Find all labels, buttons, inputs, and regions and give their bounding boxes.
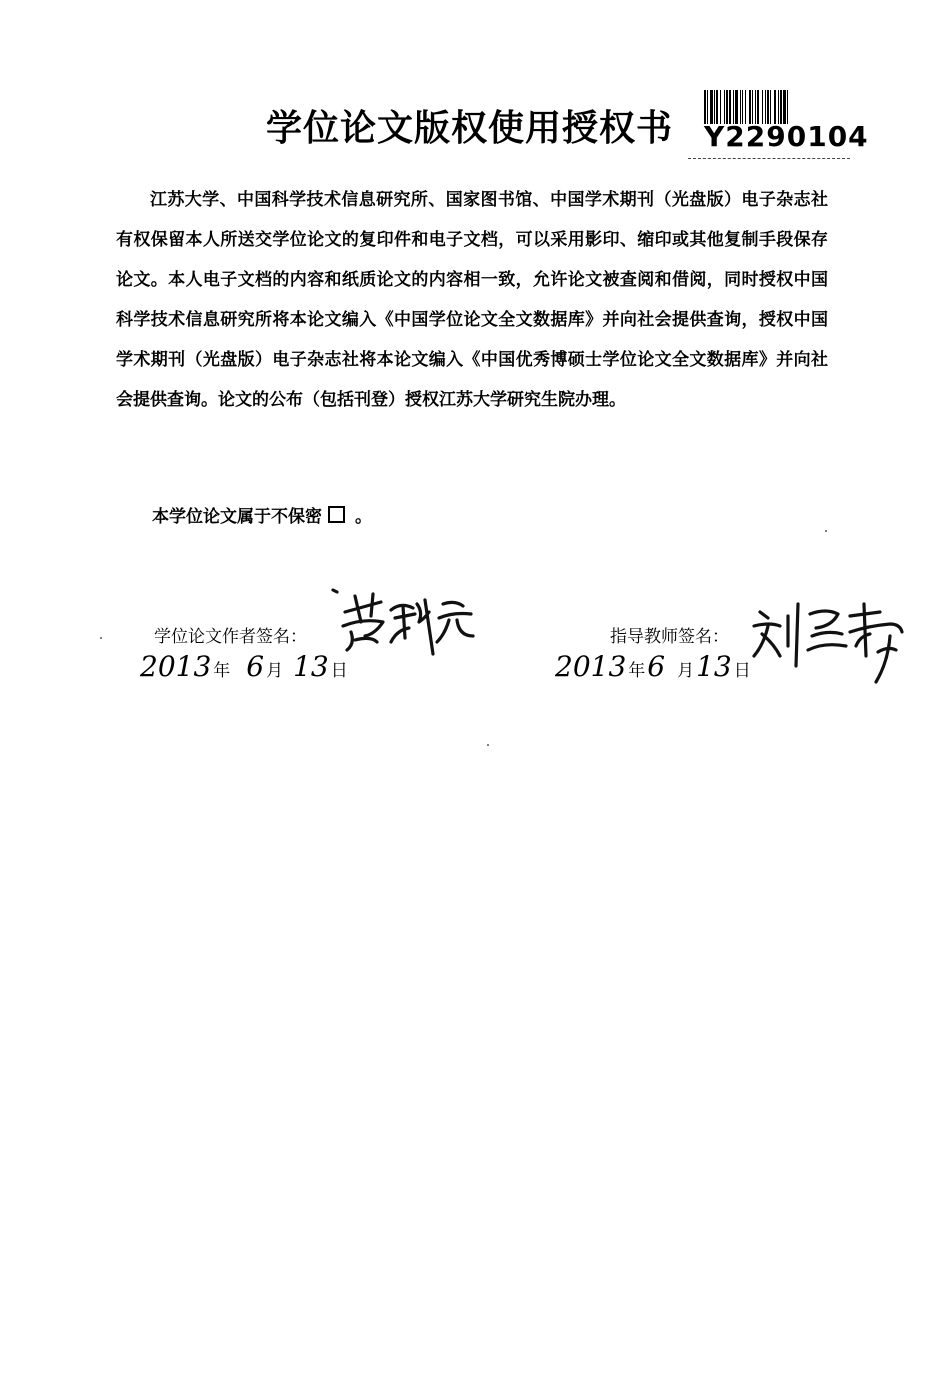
advisor-signature-date [555, 650, 753, 700]
barcode-bar [783, 90, 786, 124]
author-date-day: 13 [293, 650, 329, 683]
barcode-bar [770, 90, 771, 124]
barcode-underline [688, 158, 850, 159]
scan-speck [487, 744, 489, 746]
barcode-bar [742, 90, 743, 124]
authorization-paragraph: 江苏大学、中国科学技术信息研究所、国家图书馆、中国学术期刊（光盘版）电子杂志社有权保留本人所送交学位论文的复印件和电子文档，可以采用影印、缩印或其他复制手段保存论文。本人电子文档的内容和纸质论文的内容相一致，允许论文被查阅和借阅，同时授权中国科学技术信息研究所将本论文编入《中国学位论文全文数据库》并向社会提供查询，授权中国学术期刊（光盘版）电子杂志社将本论文编入《中国优秀博硕士学位论文全文数据库》并向社会提供查询。论文的公布（包括刊登）授权江苏大学研究生院办理。 [116, 190, 828, 410]
document-title: 学位论文版权使用授权书 [266, 108, 674, 149]
barcode-bar [757, 90, 759, 124]
barcode-bar [749, 90, 751, 124]
barcode-bar [780, 90, 782, 124]
author-date-month: 6 [246, 650, 265, 683]
advisor-signature-label: 指导教师签名： [610, 627, 729, 647]
barcode-bar [762, 90, 763, 124]
barcode-bar [765, 90, 766, 124]
secrecy-line [152, 502, 372, 527]
advisor-signature [750, 596, 910, 688]
author-date-year: 2013 [140, 650, 212, 683]
author-signature-label: 学位论文作者签名： [154, 627, 307, 647]
secrecy-statement: 本学位论文属于不保密 [152, 507, 322, 527]
author-date-year-unit: 年 [213, 661, 231, 681]
barcode [700, 90, 869, 162]
secrecy-end: 。 [355, 507, 372, 527]
barcode-bar [740, 90, 741, 124]
author-date-month-unit: 月 [266, 661, 284, 681]
author-signature-date [140, 650, 350, 700]
barcode-bar [767, 90, 769, 124]
scan-speck [100, 637, 102, 639]
advisor-date-day-unit: 日 [733, 661, 751, 681]
barcode-bar [787, 90, 788, 124]
barcode-bar [714, 90, 715, 124]
author-date-day-unit: 日 [330, 661, 348, 681]
barcode-bar [778, 90, 779, 124]
secrecy-checkbox[interactable] [328, 506, 345, 523]
barcode-bar [745, 90, 746, 124]
barcode-bar [729, 90, 731, 124]
advisor-date-day: 13 [696, 650, 732, 683]
barcode-bar [710, 90, 713, 124]
scan-speck [825, 530, 827, 532]
advisor-date-month-unit: 月 [677, 661, 695, 681]
advisor-date-year: 2013 [555, 650, 627, 683]
barcode-bar [704, 90, 706, 124]
barcode-bar [733, 90, 734, 124]
advisor-date-year-unit: 年 [628, 661, 646, 681]
barcode-bar [724, 90, 725, 124]
barcode-bar [755, 90, 756, 124]
barcode-bar [726, 90, 728, 124]
barcode-bar [735, 90, 738, 124]
barcode-bar [707, 90, 708, 124]
barcode-bar [774, 90, 776, 124]
barcode-number: Y2290104 [704, 120, 869, 153]
advisor-date-month: 6 [647, 650, 666, 683]
barcode-bars [704, 90, 856, 124]
barcode-bar [716, 90, 718, 124]
barcode-bar [720, 90, 721, 124]
barcode-bar [752, 90, 753, 124]
